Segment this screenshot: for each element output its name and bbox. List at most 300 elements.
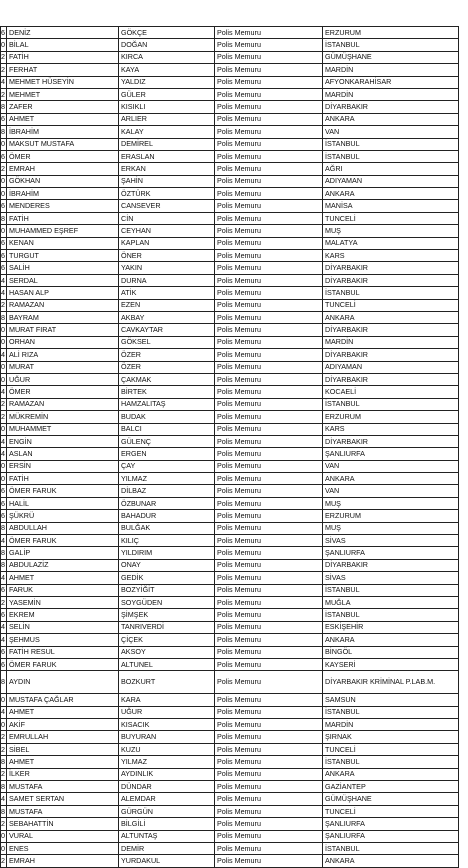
- title-cell: Polis Memuru: [215, 250, 323, 262]
- city-cell: DİYARBAKIR: [323, 373, 459, 385]
- first-name-cell: KENAN: [7, 237, 119, 249]
- last-name-cell: EZEN: [119, 299, 215, 311]
- row-number-cell: 2: [1, 51, 7, 63]
- title-cell: Polis Memuru: [215, 398, 323, 410]
- row-number-cell: 2: [1, 411, 7, 423]
- row-number-cell: 2: [1, 88, 7, 100]
- table-row: [1, 473, 459, 485]
- city-cell: GÜMÜŞHANE: [323, 51, 459, 63]
- row-number-cell: 0: [1, 39, 7, 51]
- title-cell: Polis Memuru: [215, 113, 323, 125]
- row-number-cell: 2: [1, 398, 7, 410]
- city-cell: MUŞ: [323, 497, 459, 509]
- city-cell: GAZİANTEP: [323, 781, 459, 793]
- row-number-cell: 8: [1, 547, 7, 559]
- row-number-cell: 2: [1, 743, 7, 755]
- city-cell: MUĞLA: [323, 596, 459, 608]
- row-number-cell: 2: [1, 818, 7, 830]
- first-name-cell: EKREM: [7, 609, 119, 621]
- row-number-cell: 6: [1, 658, 7, 670]
- row-number-cell: 4: [1, 535, 7, 547]
- city-cell: ŞANLIURFA: [323, 830, 459, 842]
- first-name-cell: MEHMET: [7, 88, 119, 100]
- row-number-cell: 0: [1, 843, 7, 855]
- title-cell: Polis Memuru: [215, 658, 323, 670]
- first-name-cell: SELİN: [7, 621, 119, 633]
- first-name-cell: MURAT FIRAT: [7, 324, 119, 336]
- city-cell: SAMSUN: [323, 694, 459, 706]
- row-number-cell: 0: [1, 694, 7, 706]
- row-number-cell: 6: [1, 250, 7, 262]
- city-cell: ŞANLIURFA: [323, 547, 459, 559]
- title-cell: Polis Memuru: [215, 138, 323, 150]
- row-number-cell: 0: [1, 138, 7, 150]
- title-cell: Polis Memuru: [215, 163, 323, 175]
- table-row: [1, 596, 459, 608]
- first-name-cell: ÖMER: [7, 150, 119, 162]
- row-number-cell: 4: [1, 448, 7, 460]
- table-row: [1, 423, 459, 435]
- city-cell: VAN: [323, 485, 459, 497]
- table-row: [1, 497, 459, 509]
- title-cell: Polis Memuru: [215, 634, 323, 646]
- first-name-cell: GÖKHAN: [7, 175, 119, 187]
- title-cell: Polis Memuru: [215, 768, 323, 780]
- row-number-cell: 6: [1, 113, 7, 125]
- title-cell: Polis Memuru: [215, 510, 323, 522]
- last-name-cell: TANRIVERDİ: [119, 621, 215, 633]
- city-cell: MARDİN: [323, 336, 459, 348]
- first-name-cell: AHMET: [7, 756, 119, 768]
- city-cell: MARDİN: [323, 64, 459, 76]
- last-name-cell: ONAY: [119, 559, 215, 571]
- last-name-cell: ÇİÇEK: [119, 634, 215, 646]
- first-name-cell: FATİH RESUL: [7, 646, 119, 658]
- row-number-cell: 4: [1, 706, 7, 718]
- row-number-cell: 8: [1, 101, 7, 113]
- city-cell: ADIYAMAN: [323, 361, 459, 373]
- table-row: [1, 237, 459, 249]
- title-cell: Polis Memuru: [215, 212, 323, 224]
- first-name-cell: ABDULLAH: [7, 522, 119, 534]
- city-cell: AFYONKARAHİSAR: [323, 76, 459, 88]
- last-name-cell: GÖKSEL: [119, 336, 215, 348]
- first-name-cell: İBRAHİM: [7, 188, 119, 200]
- last-name-cell: UĞUR: [119, 706, 215, 718]
- title-cell: Polis Memuru: [215, 361, 323, 373]
- city-cell: MALATYA: [323, 237, 459, 249]
- first-name-cell: UĞUR: [7, 373, 119, 385]
- first-name-cell: BİLAL: [7, 39, 119, 51]
- row-number-cell: 6: [1, 510, 7, 522]
- first-name-cell: ASLAN: [7, 448, 119, 460]
- city-cell: AĞRI: [323, 163, 459, 175]
- first-name-cell: MENDERES: [7, 200, 119, 212]
- table-row: [1, 435, 459, 447]
- city-cell: İSTANBUL: [323, 706, 459, 718]
- city-cell: İSTANBUL: [323, 756, 459, 768]
- last-name-cell: GÜLENÇ: [119, 435, 215, 447]
- table-row: [1, 559, 459, 571]
- last-name-cell: CİN: [119, 212, 215, 224]
- title-cell: Polis Memuru: [215, 584, 323, 596]
- table-row: [1, 818, 459, 830]
- table-row: [1, 805, 459, 817]
- last-name-cell: GEDİK: [119, 572, 215, 584]
- first-name-cell: HASAN ALP: [7, 287, 119, 299]
- table-row: [1, 51, 459, 63]
- table-row: [1, 671, 459, 694]
- last-name-cell: ALEMDAR: [119, 793, 215, 805]
- row-number-cell: 2: [1, 299, 7, 311]
- last-name-cell: ŞİMŞEK: [119, 609, 215, 621]
- first-name-cell: FERHAT: [7, 64, 119, 76]
- title-cell: Polis Memuru: [215, 64, 323, 76]
- last-name-cell: BİLGİLİ: [119, 818, 215, 830]
- row-number-cell: 6: [1, 584, 7, 596]
- title-cell: Polis Memuru: [215, 299, 323, 311]
- city-cell: ANKARA: [323, 113, 459, 125]
- last-name-cell: YURDAKUL: [119, 855, 215, 867]
- row-number-cell: 0: [1, 719, 7, 731]
- table-row: [1, 386, 459, 398]
- table-row: [1, 830, 459, 842]
- last-name-cell: BALCI: [119, 423, 215, 435]
- last-name-cell: BUDAK: [119, 411, 215, 423]
- title-cell: Polis Memuru: [215, 27, 323, 39]
- first-name-cell: ERSİN: [7, 460, 119, 472]
- last-name-cell: ÇAKMAK: [119, 373, 215, 385]
- table-row: [1, 311, 459, 323]
- title-cell: Polis Memuru: [215, 435, 323, 447]
- last-name-cell: ÇAY: [119, 460, 215, 472]
- table-row: [1, 535, 459, 547]
- row-number-cell: 0: [1, 373, 7, 385]
- table-row: [1, 225, 459, 237]
- row-number-cell: 2: [1, 64, 7, 76]
- city-cell: BİNGÖL: [323, 646, 459, 658]
- table-row: [1, 719, 459, 731]
- last-name-cell: KISIKLI: [119, 101, 215, 113]
- first-name-cell: FATİH: [7, 212, 119, 224]
- row-number-cell: 8: [1, 522, 7, 534]
- table-row: [1, 768, 459, 780]
- city-cell: MARDİN: [323, 719, 459, 731]
- first-name-cell: MUSTAFA: [7, 805, 119, 817]
- row-number-cell: 4: [1, 572, 7, 584]
- city-cell: ŞANLIURFA: [323, 448, 459, 460]
- first-name-cell: ÖMER FARUK: [7, 535, 119, 547]
- last-name-cell: ÖNER: [119, 250, 215, 262]
- table-row: [1, 547, 459, 559]
- first-name-cell: RAMAZAN: [7, 398, 119, 410]
- city-cell: VAN: [323, 126, 459, 138]
- title-cell: Polis Memuru: [215, 694, 323, 706]
- title-cell: Polis Memuru: [215, 386, 323, 398]
- first-name-cell: FATİH: [7, 51, 119, 63]
- title-cell: Polis Memuru: [215, 460, 323, 472]
- last-name-cell: KIRCA: [119, 51, 215, 63]
- first-name-cell: ÖMER: [7, 386, 119, 398]
- city-cell: ŞIRNAK: [323, 731, 459, 743]
- last-name-cell: YILMAZ: [119, 756, 215, 768]
- title-cell: Polis Memuru: [215, 497, 323, 509]
- first-name-cell: ŞEHMUS: [7, 634, 119, 646]
- table-row: [1, 706, 459, 718]
- first-name-cell: TURGUT: [7, 250, 119, 262]
- table-row: [1, 411, 459, 423]
- first-name-cell: MUHAMMED EŞREF: [7, 225, 119, 237]
- table-row: [1, 793, 459, 805]
- row-number-cell: 4: [1, 76, 7, 88]
- first-name-cell: AHMET: [7, 706, 119, 718]
- city-cell: DİYARBAKIR: [323, 435, 459, 447]
- row-number-cell: 8: [1, 756, 7, 768]
- first-name-cell: SEBAHATTİN: [7, 818, 119, 830]
- table-row: [1, 634, 459, 646]
- last-name-cell: YILDIRIM: [119, 547, 215, 559]
- last-name-cell: KUZU: [119, 743, 215, 755]
- last-name-cell: BAHADUR: [119, 510, 215, 522]
- table-row: [1, 694, 459, 706]
- city-cell: MARDİN: [323, 88, 459, 100]
- table-row: [1, 609, 459, 621]
- first-name-cell: ÖMER FARUK: [7, 485, 119, 497]
- first-name-cell: MAKSUT MUSTAFA: [7, 138, 119, 150]
- first-name-cell: İBRAHİM: [7, 126, 119, 138]
- first-name-cell: AHMET: [7, 572, 119, 584]
- row-number-cell: 6: [1, 646, 7, 658]
- first-name-cell: MÜKREMİN: [7, 411, 119, 423]
- row-number-cell: 2: [1, 768, 7, 780]
- last-name-cell: YILMAZ: [119, 473, 215, 485]
- city-cell: VAN: [323, 460, 459, 472]
- first-name-cell: HALİL: [7, 497, 119, 509]
- last-name-cell: KILIÇ: [119, 535, 215, 547]
- last-name-cell: ERASLAN: [119, 150, 215, 162]
- title-cell: Polis Memuru: [215, 237, 323, 249]
- table-row: [1, 781, 459, 793]
- last-name-cell: GÖKÇE: [119, 27, 215, 39]
- title-cell: Polis Memuru: [215, 596, 323, 608]
- first-name-cell: EMRULLAH: [7, 731, 119, 743]
- last-name-cell: YAKIN: [119, 262, 215, 274]
- row-number-cell: 0: [1, 175, 7, 187]
- first-name-cell: EMRAH: [7, 163, 119, 175]
- title-cell: Polis Memuru: [215, 547, 323, 559]
- city-cell: TUNCELİ: [323, 212, 459, 224]
- first-name-cell: FATİH: [7, 473, 119, 485]
- first-name-cell: ENGİN: [7, 435, 119, 447]
- city-cell: İSTANBUL: [323, 138, 459, 150]
- row-number-cell: 6: [1, 27, 7, 39]
- table-row: [1, 510, 459, 522]
- last-name-cell: BOZYİĞİT: [119, 584, 215, 596]
- city-cell: İSTANBUL: [323, 843, 459, 855]
- city-cell: MANİSA: [323, 200, 459, 212]
- title-cell: Polis Memuru: [215, 311, 323, 323]
- last-name-cell: ÖZTÜRK: [119, 188, 215, 200]
- title-cell: Polis Memuru: [215, 706, 323, 718]
- table-row: [1, 855, 459, 867]
- city-cell: DİYARBAKIR: [323, 101, 459, 113]
- table-row: [1, 349, 459, 361]
- row-number-cell: 6: [1, 200, 7, 212]
- title-cell: Polis Memuru: [215, 200, 323, 212]
- first-name-cell: AKİF: [7, 719, 119, 731]
- city-cell: ERZURUM: [323, 411, 459, 423]
- city-cell: ANKARA: [323, 473, 459, 485]
- title-cell: Polis Memuru: [215, 793, 323, 805]
- title-cell: Polis Memuru: [215, 175, 323, 187]
- table-row: [1, 299, 459, 311]
- city-cell: DİYARBAKIR: [323, 324, 459, 336]
- row-number-cell: 0: [1, 225, 7, 237]
- last-name-cell: ÖZBUNAR: [119, 497, 215, 509]
- row-number-cell: 4: [1, 435, 7, 447]
- last-name-cell: DEMİR: [119, 843, 215, 855]
- city-cell: TUNCELİ: [323, 299, 459, 311]
- last-name-cell: ARLIER: [119, 113, 215, 125]
- table-row: [1, 101, 459, 113]
- last-name-cell: BOZKURT: [119, 671, 215, 694]
- last-name-cell: AKBAY: [119, 311, 215, 323]
- title-cell: Polis Memuru: [215, 609, 323, 621]
- title-cell: Polis Memuru: [215, 324, 323, 336]
- city-cell: İSTANBUL: [323, 287, 459, 299]
- row-number-cell: 6: [1, 497, 7, 509]
- last-name-cell: HAMZALITAŞ: [119, 398, 215, 410]
- title-cell: Polis Memuru: [215, 274, 323, 286]
- table-row: [1, 448, 459, 460]
- first-name-cell: ABDULAZİZ: [7, 559, 119, 571]
- first-name-cell: SAMET SERTAN: [7, 793, 119, 805]
- table-row: [1, 126, 459, 138]
- table-row: [1, 646, 459, 658]
- table-row: [1, 175, 459, 187]
- last-name-cell: BUYURAN: [119, 731, 215, 743]
- last-name-cell: AYDINLIK: [119, 768, 215, 780]
- title-cell: Polis Memuru: [215, 423, 323, 435]
- title-cell: Polis Memuru: [215, 262, 323, 274]
- table-row: [1, 460, 459, 472]
- first-name-cell: ENES: [7, 843, 119, 855]
- title-cell: Polis Memuru: [215, 781, 323, 793]
- last-name-cell: KAYA: [119, 64, 215, 76]
- city-cell: ANKARA: [323, 188, 459, 200]
- first-name-cell: MEHMET HÜSEYİN: [7, 76, 119, 88]
- table-row: [1, 262, 459, 274]
- title-cell: Polis Memuru: [215, 373, 323, 385]
- title-cell: Polis Memuru: [215, 349, 323, 361]
- city-cell: DİYARBAKIR: [323, 262, 459, 274]
- first-name-cell: BAYRAM: [7, 311, 119, 323]
- city-cell: ERZURUM: [323, 510, 459, 522]
- table-row: [1, 188, 459, 200]
- table-row: [1, 212, 459, 224]
- row-number-cell: 4: [1, 621, 7, 633]
- city-cell: ANKARA: [323, 768, 459, 780]
- last-name-cell: ERKAN: [119, 163, 215, 175]
- last-name-cell: CANSEVER: [119, 200, 215, 212]
- row-number-cell: 4: [1, 349, 7, 361]
- table-row: [1, 731, 459, 743]
- title-cell: Polis Memuru: [215, 756, 323, 768]
- table-row: [1, 250, 459, 262]
- row-number-cell: 8: [1, 671, 7, 694]
- table-row: [1, 336, 459, 348]
- title-cell: Polis Memuru: [215, 225, 323, 237]
- last-name-cell: DEMİREL: [119, 138, 215, 150]
- last-name-cell: ALTUNTAŞ: [119, 830, 215, 842]
- row-number-cell: 0: [1, 473, 7, 485]
- table-row: [1, 150, 459, 162]
- title-cell: Polis Memuru: [215, 39, 323, 51]
- city-cell: TUNCELİ: [323, 805, 459, 817]
- first-name-cell: ŞÜKRÜ: [7, 510, 119, 522]
- row-number-cell: 8: [1, 212, 7, 224]
- last-name-cell: ŞAHİN: [119, 175, 215, 187]
- title-cell: Polis Memuru: [215, 485, 323, 497]
- row-number-cell: 4: [1, 634, 7, 646]
- last-name-cell: DURNA: [119, 274, 215, 286]
- first-name-cell: MUSTAFA: [7, 781, 119, 793]
- title-cell: Polis Memuru: [215, 336, 323, 348]
- first-name-cell: MUSTAFA ÇAĞLAR: [7, 694, 119, 706]
- city-cell: TUNCELİ: [323, 743, 459, 755]
- last-name-cell: ÖZER: [119, 349, 215, 361]
- title-cell: Polis Memuru: [215, 448, 323, 460]
- title-cell: Polis Memuru: [215, 855, 323, 867]
- title-cell: Polis Memuru: [215, 719, 323, 731]
- last-name-cell: KALAY: [119, 126, 215, 138]
- city-cell: MUŞ: [323, 522, 459, 534]
- city-cell: ANKARA: [323, 634, 459, 646]
- row-number-cell: 8: [1, 559, 7, 571]
- city-cell: MUŞ: [323, 225, 459, 237]
- city-cell: DİYARBAKIR: [323, 274, 459, 286]
- last-name-cell: DOĞAN: [119, 39, 215, 51]
- title-cell: Polis Memuru: [215, 743, 323, 755]
- first-name-cell: ÖMER FARUK: [7, 658, 119, 670]
- row-number-cell: 0: [1, 188, 7, 200]
- first-name-cell: SERDAL: [7, 274, 119, 286]
- first-name-cell: MURAT: [7, 361, 119, 373]
- row-number-cell: 4: [1, 287, 7, 299]
- first-name-cell: DENİZ: [7, 27, 119, 39]
- row-number-cell: 0: [1, 460, 7, 472]
- table-row: [1, 373, 459, 385]
- city-cell: DİYARBAKIR: [323, 349, 459, 361]
- table-row: [1, 163, 459, 175]
- personnel-table-body: [1, 27, 459, 868]
- title-cell: Polis Memuru: [215, 646, 323, 658]
- first-name-cell: GALİP: [7, 547, 119, 559]
- city-cell: ŞANLIURFA: [323, 818, 459, 830]
- last-name-cell: GÜRGÜN: [119, 805, 215, 817]
- table-row: [1, 621, 459, 633]
- last-name-cell: ERGEN: [119, 448, 215, 460]
- row-number-cell: 0: [1, 423, 7, 435]
- first-name-cell: SALİH: [7, 262, 119, 274]
- city-cell: GÜMÜŞHANE: [323, 793, 459, 805]
- table-row: [1, 485, 459, 497]
- title-cell: Polis Memuru: [215, 572, 323, 584]
- city-cell: SİVAS: [323, 535, 459, 547]
- last-name-cell: ÖZER: [119, 361, 215, 373]
- city-cell: İSTANBUL: [323, 398, 459, 410]
- first-name-cell: FARUK: [7, 584, 119, 596]
